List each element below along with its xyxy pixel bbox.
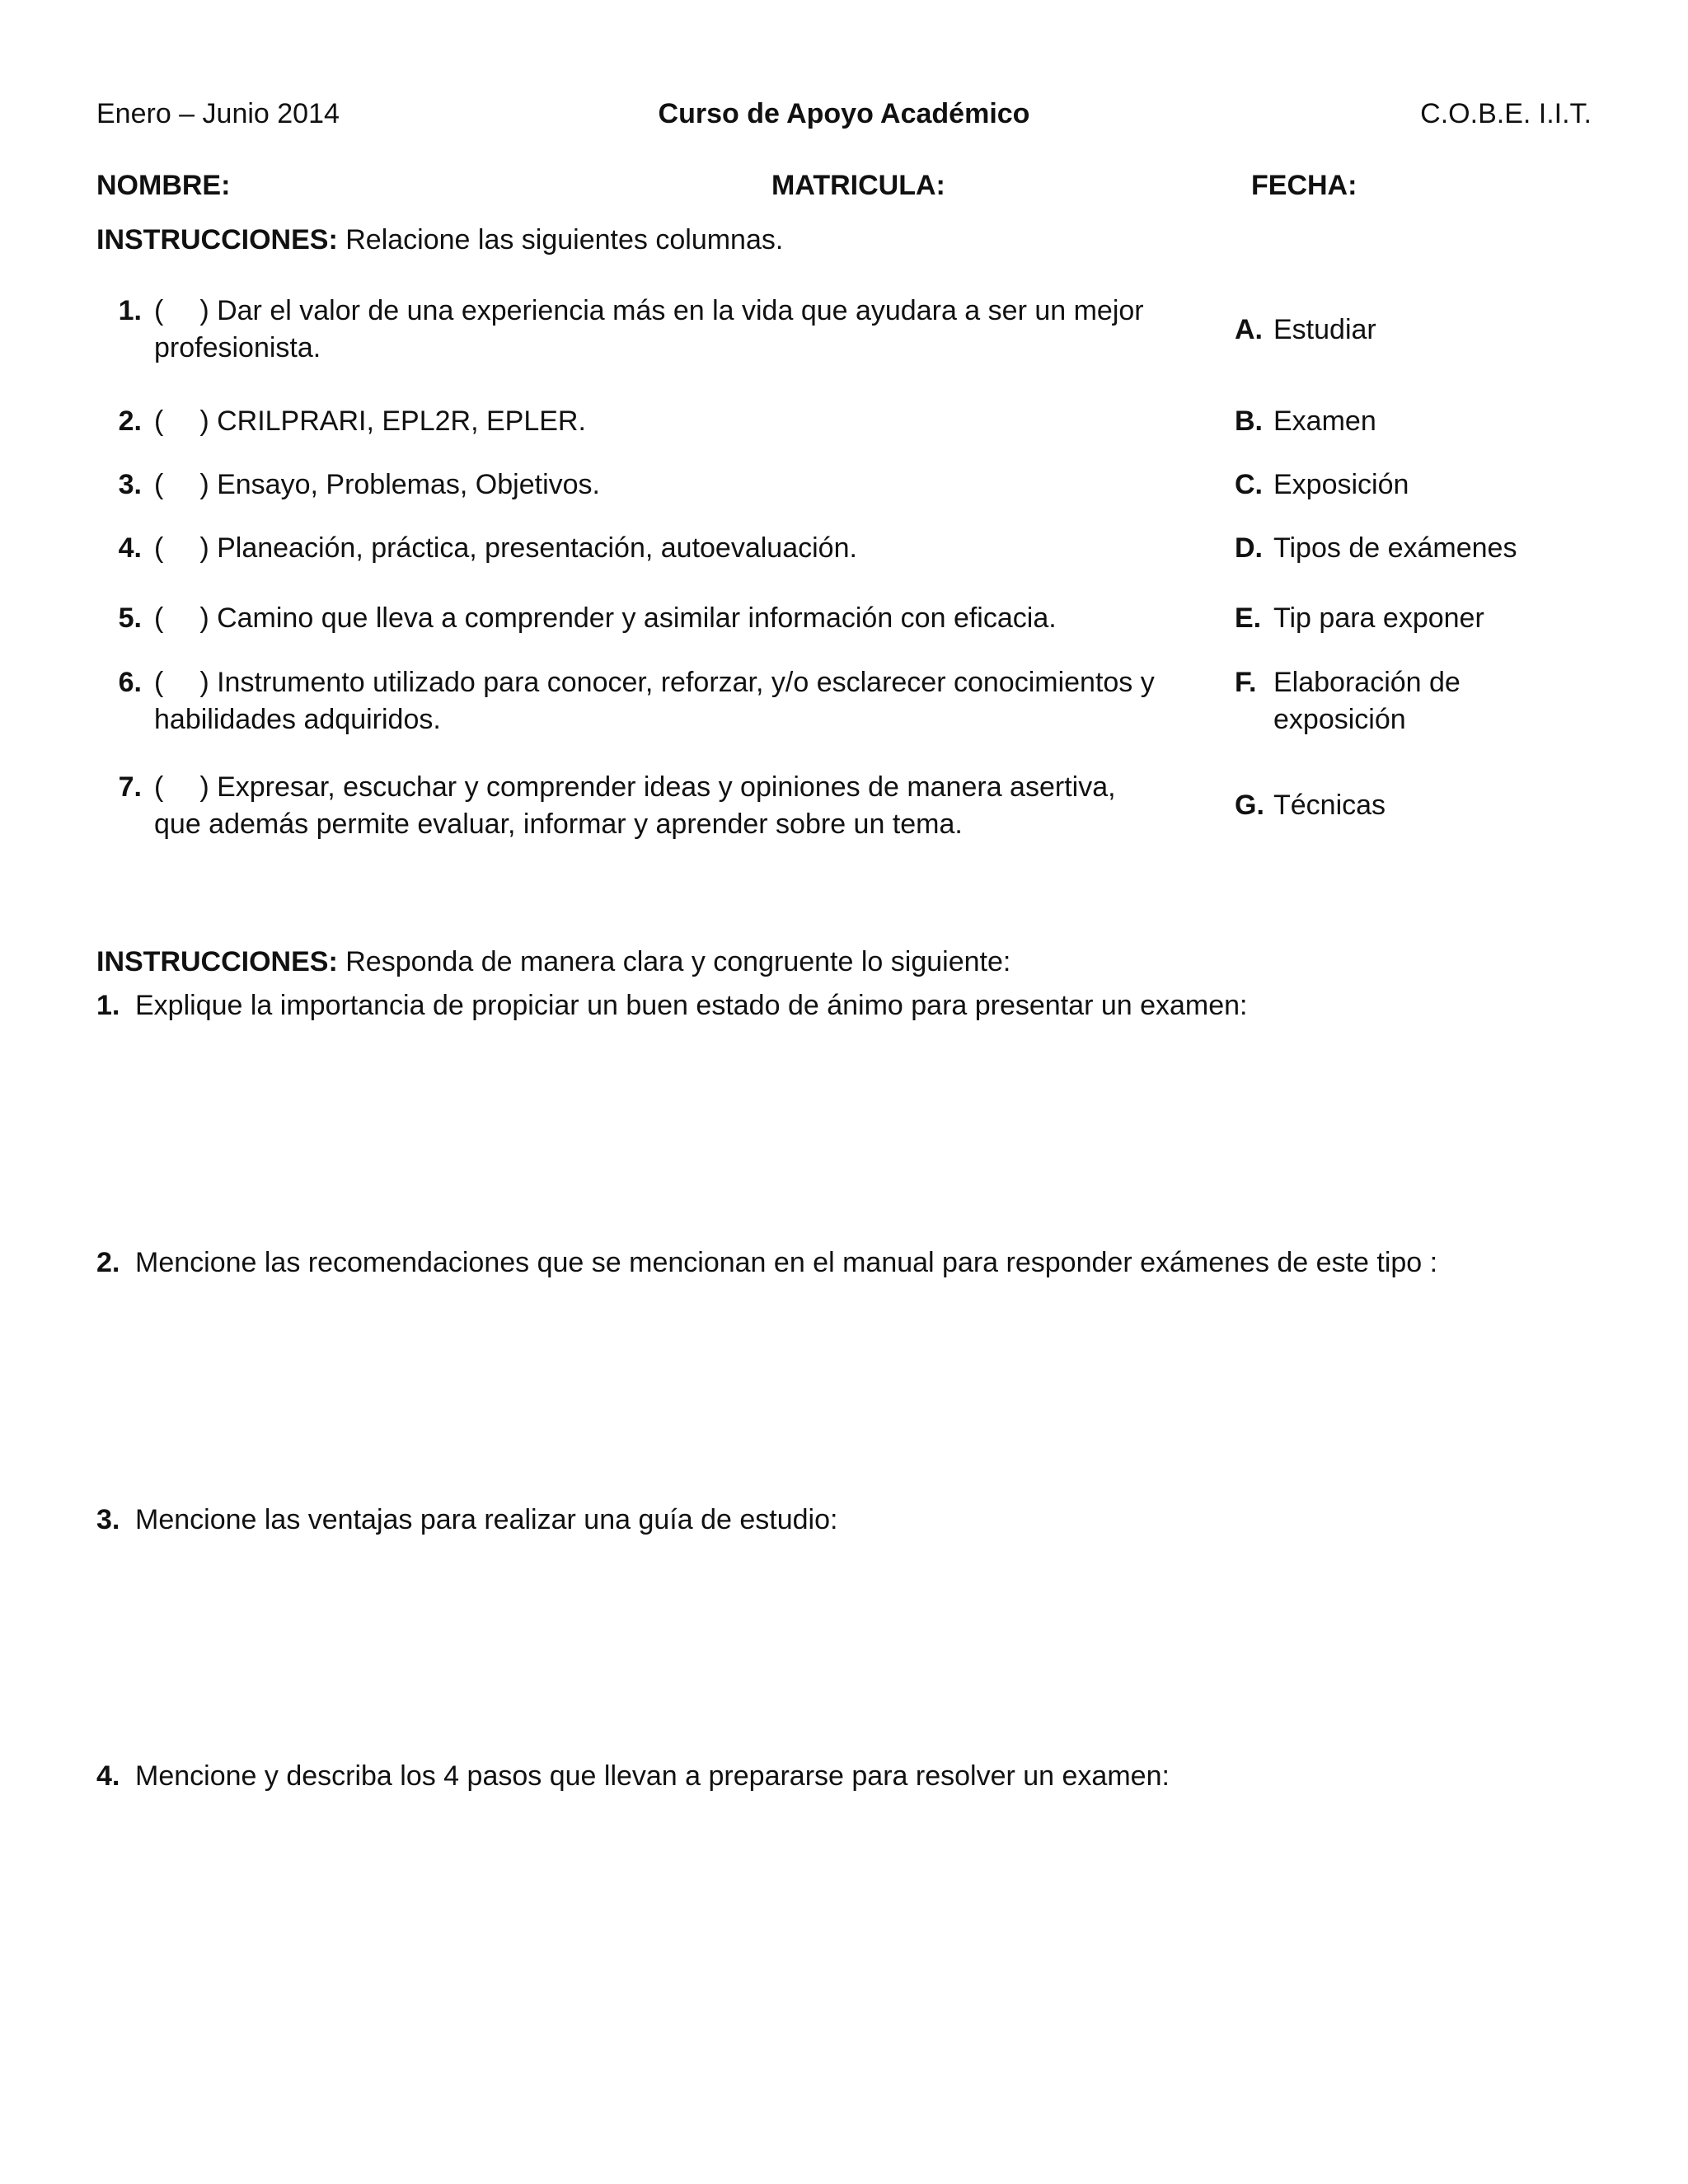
answer-letter: C. <box>1235 469 1263 500</box>
open-question-number: 4. <box>96 1760 120 1792</box>
question-number: 4. <box>118 532 142 564</box>
id-label: MATRICULA: <box>771 170 945 201</box>
date-label: FECHA: <box>1251 170 1357 201</box>
answer-letter: G. <box>1235 790 1264 821</box>
open-paren: ( <box>154 602 164 634</box>
open-question-text: Mencione las recomendaciones que se mencionan en el manual para responder exámenes de este tipo : <box>135 1247 1438 1278</box>
header-organization: C.O.B.E. I.I.T. <box>1420 98 1592 129</box>
open-questions-instructions-text: Responda de manera clara y congruente lo siguiente: <box>337 946 1011 977</box>
open-paren: ( <box>154 405 164 437</box>
matching-question <box>154 600 1168 637</box>
question-number: 5. <box>118 602 142 634</box>
open-paren: ( <box>154 667 164 698</box>
question-number: 2. <box>118 405 142 437</box>
open-paren: ( <box>154 295 164 326</box>
open-paren: ( <box>154 469 164 500</box>
matching-question <box>154 293 1168 367</box>
matching-question <box>154 466 1168 504</box>
open-paren: ( <box>154 532 164 564</box>
matching-instructions-text: Relacione las siguientes columnas. <box>337 224 784 255</box>
header-period: Enero – Junio 2014 <box>96 98 340 129</box>
answer-text: Examen <box>1273 405 1376 437</box>
answer-letter: D. <box>1235 532 1263 564</box>
question-text: ) Instrumento utilizado para conocer, reforzar, y/o esclarecer conocimientos y habilidades adquiridos. <box>154 667 1155 735</box>
name-label: NOMBRE: <box>96 170 231 201</box>
question-text: ) Camino que lleva a comprender y asimilar información con eficacia. <box>199 602 1057 634</box>
open-questions-instructions-label: INSTRUCCIONES: <box>96 946 338 977</box>
answer-text: Técnicas <box>1273 790 1386 821</box>
open-question-text: Mencione las ventajas para realizar una guía de estudio: <box>135 1504 838 1535</box>
question-text: ) CRILPRARI, EPL2R, EPLER. <box>199 405 586 437</box>
answer-text: Estudiar <box>1273 314 1376 345</box>
question-text: ) Dar el valor de una experiencia más en la vida que ayudara a ser un mejor profesionista. <box>154 295 1144 363</box>
question-text: ) Expresar, escuchar y comprender ideas y opiniones de manera asertiva, que además permite evaluar, informar y aprender sobre un tema. <box>154 771 1116 840</box>
question-text: ) Planeación, práctica, presentación, autoevaluación. <box>199 532 857 564</box>
question-number: 6. <box>118 667 142 698</box>
matching-question <box>154 530 1168 567</box>
answer-letter: E. <box>1235 602 1262 634</box>
open-question-number: 2. <box>96 1247 120 1278</box>
question-number: 3. <box>118 469 142 500</box>
answer-text: Tipos de exámenes <box>1273 532 1517 564</box>
header-course-title: Curso de Apoyo Académico <box>658 98 1030 129</box>
matching-question <box>154 769 1168 843</box>
question-text: ) Ensayo, Problemas, Objetivos. <box>199 469 600 500</box>
answer-letter: A. <box>1235 314 1263 345</box>
matching-question <box>154 664 1168 738</box>
question-number: 1. <box>118 295 142 326</box>
open-paren: ( <box>154 771 164 803</box>
open-question-text: Mencione y describa los 4 pasos que llevan a prepararse para resolver un examen: <box>135 1760 1170 1792</box>
matching-instructions <box>96 222 783 259</box>
matching-question <box>154 403 1168 440</box>
answer-text: Tip para exponer <box>1273 602 1484 634</box>
open-questions-instructions <box>96 944 1010 981</box>
open-question-number: 3. <box>96 1504 120 1535</box>
answer-text: Elaboración de exposición <box>1273 667 1461 735</box>
open-question-number: 1. <box>96 990 120 1021</box>
answer-letter: F. <box>1235 667 1257 698</box>
answer-text: Exposición <box>1273 469 1409 500</box>
open-question-text: Explique la importancia de propiciar un buen estado de ánimo para presentar un examen: <box>135 990 1248 1021</box>
matching-instructions-label: INSTRUCCIONES: <box>96 224 338 255</box>
answer-letter: B. <box>1235 405 1263 437</box>
question-number: 7. <box>118 771 142 803</box>
